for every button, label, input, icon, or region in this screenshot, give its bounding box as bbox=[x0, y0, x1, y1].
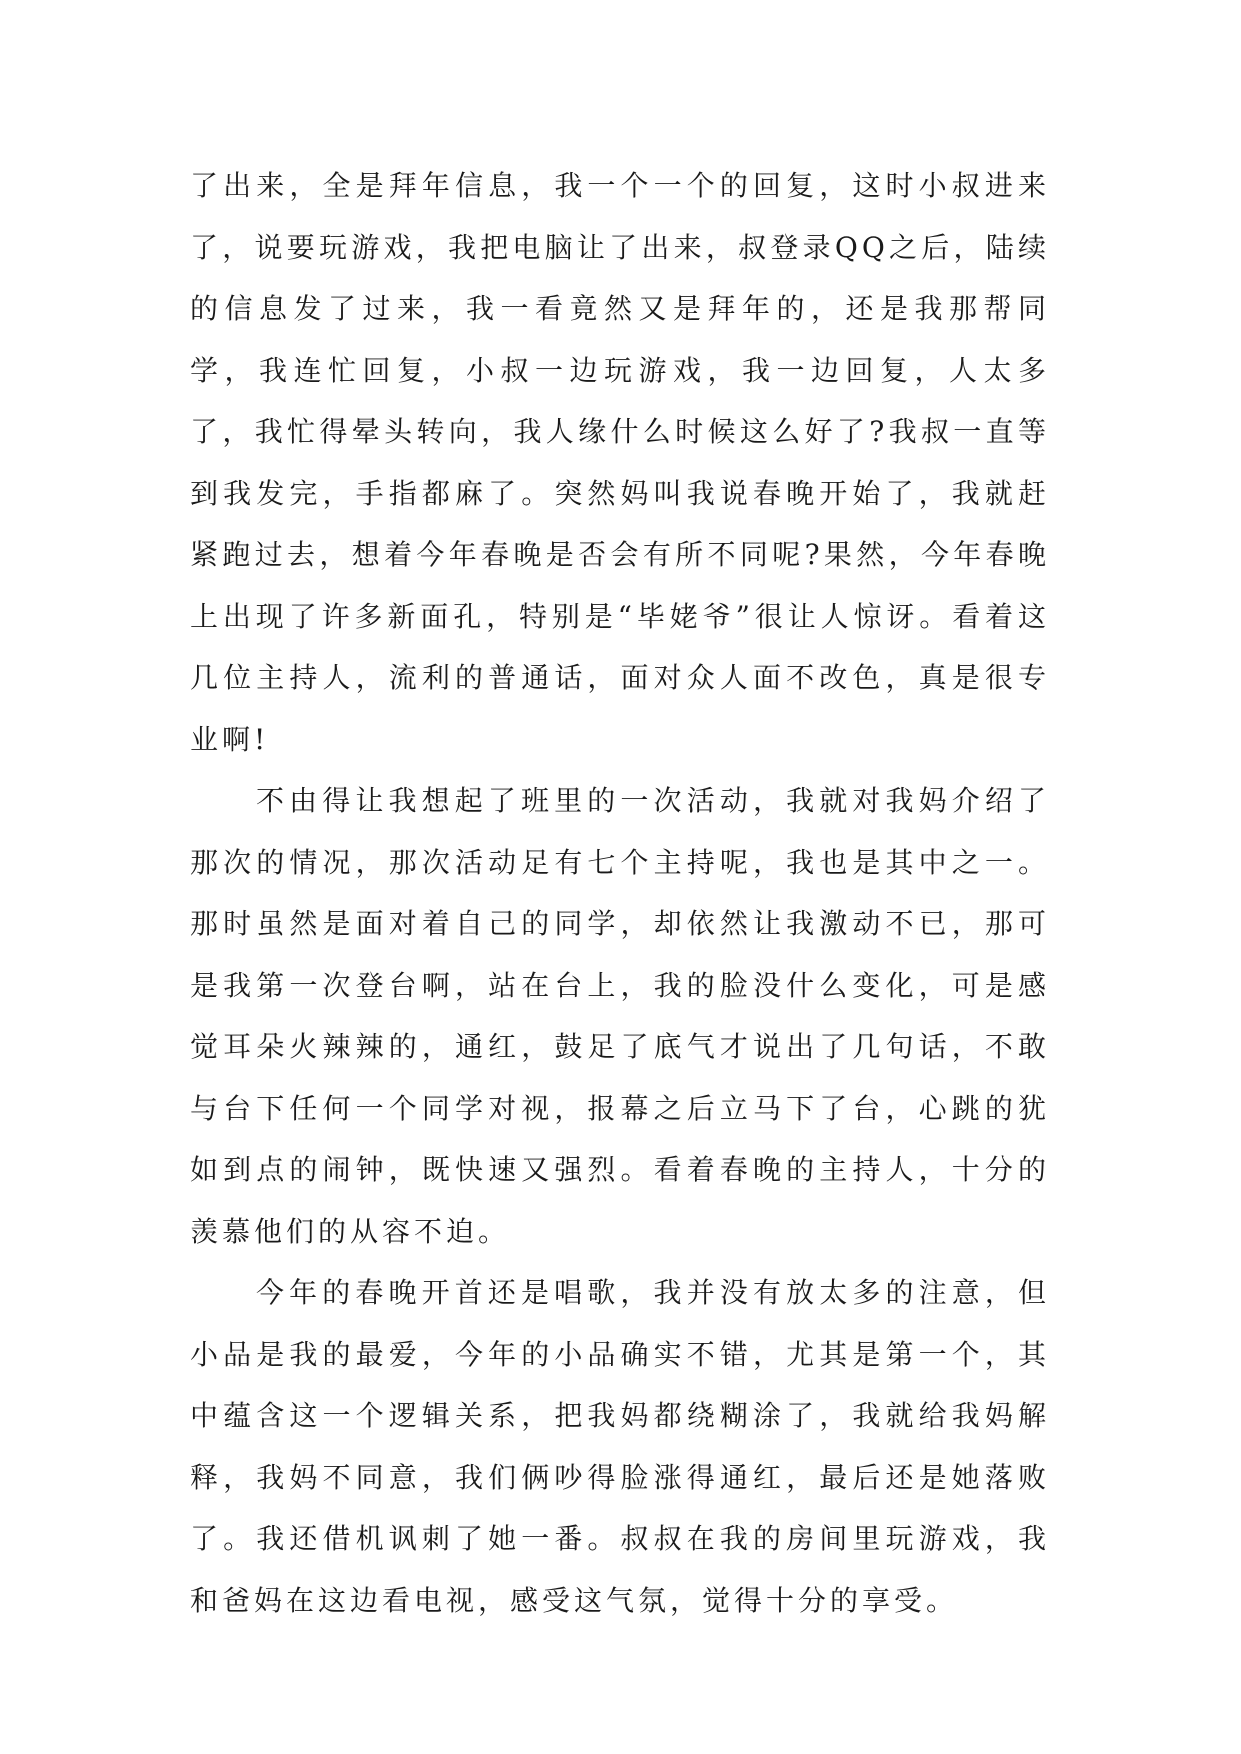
paragraph-1: 了出来，全是拜年信息，我一个一个的回复，这时小叔进来了，说要玩游戏，我把电脑让了出来，叔登录QQ之后，陆续的信息发了过来，我一看竟然又是拜年的，还是我那帮同学，我连忙回复，小叔一边玩游戏，我一边回复，人太多了，我忙得晕头转向，我人缘什么时候这么好了?我叔一直等到我发完，手指都麻了。突然妈叫我说春晚开始了，我就赶紧跑过去，想着今年春晚是否会有所不同呢?果然，今年春晚上出现了许多新面孔，特别是“毕姥爷”很让人惊讶。看着这几位主持人，流利的普通话，面对众人面不改色，真是很专业啊! bbox=[190, 169, 1050, 756]
document-body bbox=[190, 155, 1050, 1631]
paragraph-2: 不由得让我想起了班里的一次活动，我就对我妈介绍了那次的情况，那次活动足有七个主持呢，我也是其中之一。那时虽然是面对着自己的同学，却依然让我激动不已，那可是我第一次登台啊，站在台上，我的脸没什么变化，可是感觉耳朵火辣辣的，通红，鼓足了底气才说出了几句话，不敢与台下任何一个同学对视，报幕之后立马下了台，心跳的犹如到点的闹钟，既快速又强烈。看着春晚的主持人，十分的羡慕他们的从容不迫。 bbox=[190, 784, 1050, 1248]
paragraph-3: 今年的春晚开首还是唱歌，我并没有放太多的注意，但小品是我的最爱，今年的小品确实不错，尤其是第一个，其中蕴含这一个逻辑关系，把我妈都绕糊涂了，我就给我妈解释，我妈不同意，我们俩吵得脸涨得通红，最后还是她落败了。我还借机讽刺了她一番。叔叔在我的房间里玩游戏，我和爸妈在这边看电视，感受这气氛，觉得十分的享受。 bbox=[190, 1276, 1050, 1617]
